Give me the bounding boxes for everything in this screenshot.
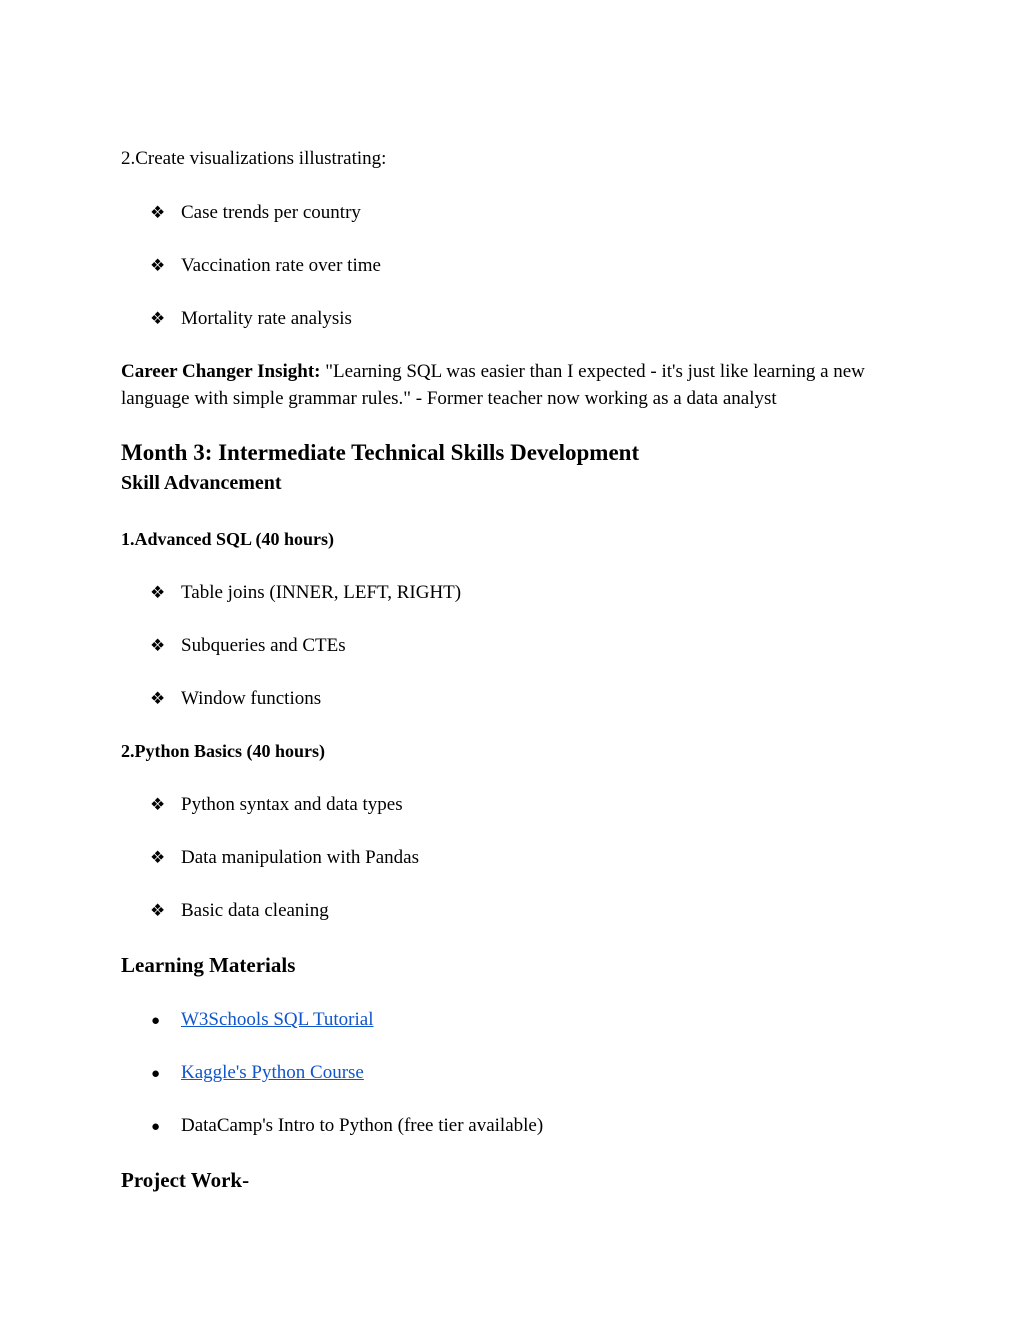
insight-label: Career Changer Insight:: [121, 361, 321, 382]
list-item-text: Table joins (INNER, LEFT, RIGHT): [181, 582, 462, 603]
learning-materials-heading: Learning Materials: [121, 953, 296, 977]
list-item: [150, 199, 361, 226]
diamond-bullet-icon: ❖: [150, 689, 166, 708]
diamond-bullet-icon: ❖: [150, 636, 166, 655]
list-item: [150, 252, 381, 279]
list-item-text: Basic data cleaning: [181, 900, 329, 921]
list-item-text: DataCamp's Intro to Python (free tier available): [181, 1115, 544, 1136]
list-item: [150, 632, 346, 659]
list-item: [150, 1059, 364, 1088]
month-3-heading: Month 3: Intermediate Technical Skills Development: [121, 440, 640, 465]
list-item-text: Window functions: [181, 688, 322, 709]
diamond-bullet-icon: ❖: [150, 309, 166, 328]
python-basics-heading: 2.Python Basics (40 hours): [121, 741, 326, 761]
list-item: [150, 685, 321, 712]
list-item: [150, 579, 461, 606]
diamond-bullet-icon: ❖: [150, 203, 166, 222]
advanced-sql-heading: 1.Advanced SQL (40 hours): [121, 529, 335, 549]
insight-quote: "Learning SQL was easier than I expected - it's just like learning a new language with simple grammar rules." - Former teacher now working as a data analyst: [121, 361, 865, 409]
skill-advancement-heading: Skill Advancement: [121, 472, 282, 494]
list-item-text: Data manipulation with Pandas: [181, 847, 419, 868]
list-item-text: Case trends per country: [181, 202, 361, 223]
list-item-text: Mortality rate analysis: [181, 308, 352, 329]
diamond-bullet-icon: ❖: [150, 256, 166, 275]
diamond-bullet-icon: ❖: [150, 901, 166, 920]
kaggle-python-course-link[interactable]: Kaggle's Python Course: [181, 1062, 364, 1083]
list-item: [150, 791, 403, 818]
visualization-step-text: 2.Create visualizations illustrating:: [121, 148, 387, 169]
diamond-bullet-icon: ❖: [150, 795, 166, 814]
list-item: [150, 844, 419, 871]
diamond-bullet-icon: ❖: [150, 848, 166, 867]
dot-bullet-icon: ●: [151, 1119, 161, 1135]
list-item: [150, 305, 352, 332]
project-work-heading: Project Work-: [121, 1168, 250, 1192]
dot-bullet-icon: ●: [151, 1013, 161, 1029]
list-item: [150, 897, 329, 924]
list-item-text: Python syntax and data types: [181, 794, 403, 815]
w3schools-sql-tutorial-link[interactable]: W3Schools SQL Tutorial: [181, 1009, 374, 1030]
dot-bullet-icon: ●: [151, 1066, 161, 1082]
list-item-text: Vaccination rate over time: [181, 255, 381, 276]
diamond-bullet-icon: ❖: [150, 583, 166, 602]
career-changer-insight: [121, 358, 901, 412]
list-item: [150, 1112, 543, 1141]
list-item-text: Subqueries and CTEs: [181, 635, 346, 656]
list-item: [150, 1006, 374, 1035]
